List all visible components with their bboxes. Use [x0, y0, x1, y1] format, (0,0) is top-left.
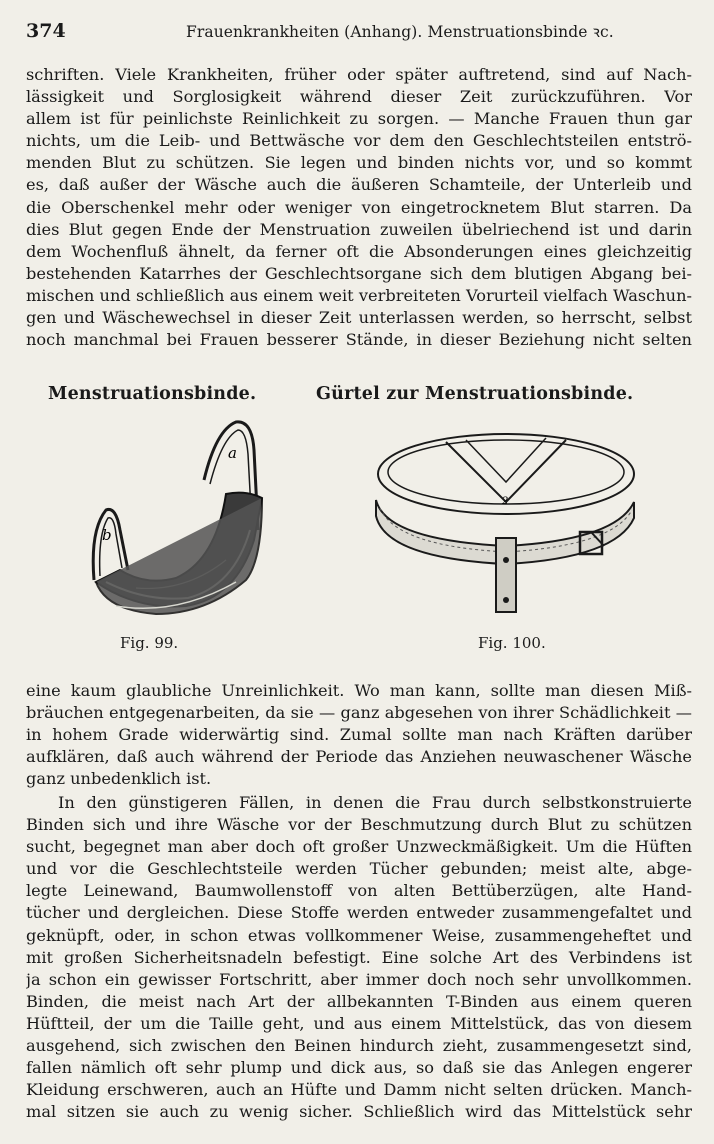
text-line: dem Wochenfluß ähnelt, da ferner oft die Absonderungen eines gleichzeitig	[26, 241, 692, 261]
text-line: mal sitzen sie auch zu wenig sicher. Schließlich wird das Mittelstück sehr	[26, 1102, 692, 1122]
text-line: die Oberschenkel mehr oder weniger von eingetrocknetem Blut starren. Da	[26, 197, 692, 217]
text-line: geknüpft, oder, in schon etwas vollkommener Weise, zusammengeheftet und	[26, 925, 692, 945]
text-line: schriften. Viele Krankheiten, früher oder später auftretend, sind auf Nach-	[26, 65, 692, 84]
text-line: ja schon ein gewisser Fortschritt, aber immer doch noch sehr unvollkommen.	[26, 969, 692, 989]
text-line: mit großen Sicherheitsnadeln befestigt. Eine solche Art des Verbindens ist	[26, 947, 692, 967]
text-line: Binden, die meist nach Art der allbekannten T-Binden aus einem queren	[26, 991, 692, 1011]
running-title: Frauenkrankheiten (Anhang). Menstruationsbinde ꝛc.	[186, 23, 614, 41]
text-line: bräuchen entgegenarbeiten, da sie — ganz abgesehen von ihrer Schädlichkeit —	[26, 703, 692, 723]
marker-a: a	[228, 444, 237, 462]
paragraph-bottom	[26, 792, 692, 1123]
text-line: lässigkeit und Sorglosigkeit während dieser Zeit zurückzuführen. Vor	[26, 87, 692, 107]
text-line: eine kaum glaubliche Unreinlichkeit. Wo man kann, sollte man diesen Miß-	[26, 681, 692, 700]
text-line: mischen und schließlich aus einem weit verbreiteten Vorurteil vielfach Waschun-	[26, 285, 692, 305]
text-line: bestehenden Katarrhes der Geschlechtsorgane sich dem blutigen Abgang bei-	[26, 263, 692, 283]
text-line: aufklären, daß auch während der Periode das Anziehen neuwaschener Wäsche	[26, 747, 692, 767]
text-line: und vor die Geschlechtsteile werden Tücher gebunden; meist alte, abge-	[26, 859, 692, 879]
text-line: ganz unbedenklich ist.	[26, 769, 212, 789]
text-line: fallen nämlich oft sehr plump und dick aus, so daß sie das Anlegen engerer	[26, 1058, 692, 1078]
text-line: In den günstigeren Fällen, in denen die Frau durch selbstkonstruierte	[58, 793, 692, 812]
figure-title-belt: Gürtel zur Menstruationsbinde.	[316, 384, 634, 404]
text-line: ausgehend, sich zwischen den Beinen hindurch zieht, zusammengesetzt sind,	[26, 1036, 692, 1056]
text-line: legte Leinewand, Baumwollenstoff von alten Bettüberzügen, alte Hand-	[26, 881, 692, 901]
text-line: dies Blut gegen Ende der Menstruation zuweilen übelriechend ist und darin	[26, 219, 692, 239]
marker-b: b	[102, 526, 112, 544]
paragraph-top	[26, 64, 692, 351]
text-line: sucht, begegnet man aber doch oft großer Unzweckmäßigkeit. Um die Hüften	[26, 837, 692, 857]
text-line: allem ist für peinlichste Reinlichkeit zu sorgen. — Manche Frauen thun gar	[26, 109, 692, 129]
text-line: menden Blut zu schützen. Sie legen und binden nichts vor, und so kommt	[26, 153, 692, 173]
text-line: Hüftteil, der um die Taille geht, und aus einem Mittelstück, das von diesem	[26, 1013, 692, 1033]
text-line: in hohem Grade widerwärtig sind. Zumal sollte man nach Kräften darüber	[26, 725, 692, 745]
text-line: Kleidung erschweren, auch an Hüfte und Damm nicht selten drücken. Manch-	[26, 1080, 692, 1100]
figure-title-bandage: Menstruationsbinde.	[48, 384, 257, 404]
text-line: gen und Wäschewechsel in dieser Zeit unterlassen werden, so herrscht, selbst	[26, 308, 692, 328]
figure-label-99: Fig. 99.	[120, 634, 179, 652]
page-number: 374	[26, 20, 66, 42]
paragraph-middle	[26, 680, 692, 790]
text-line: noch manchmal bei Frauen besserer Stände, in dieser Beziehung nicht selten	[26, 330, 692, 350]
page-header	[26, 20, 694, 48]
text-line: nichts, um die Leib- und Bettwäsche vor dem den Geschlechtsteilen entströ-	[26, 131, 692, 151]
marker-2: 2	[502, 496, 509, 507]
belt-illustration	[366, 410, 646, 632]
bandage-illustration	[76, 410, 276, 630]
text-line: es, daß außer der Wäsche auch die äußeren Schamteile, der Unterleib und	[26, 175, 692, 195]
text-line: tücher und dergleichen. Diese Stoffe werden entweder zusammengefaltet und	[26, 903, 692, 923]
text-line: Binden sich und ihre Wäsche vor der Beschmutzung durch Blut zu schützen	[26, 815, 692, 835]
figure-label-100: Fig. 100.	[478, 634, 546, 652]
